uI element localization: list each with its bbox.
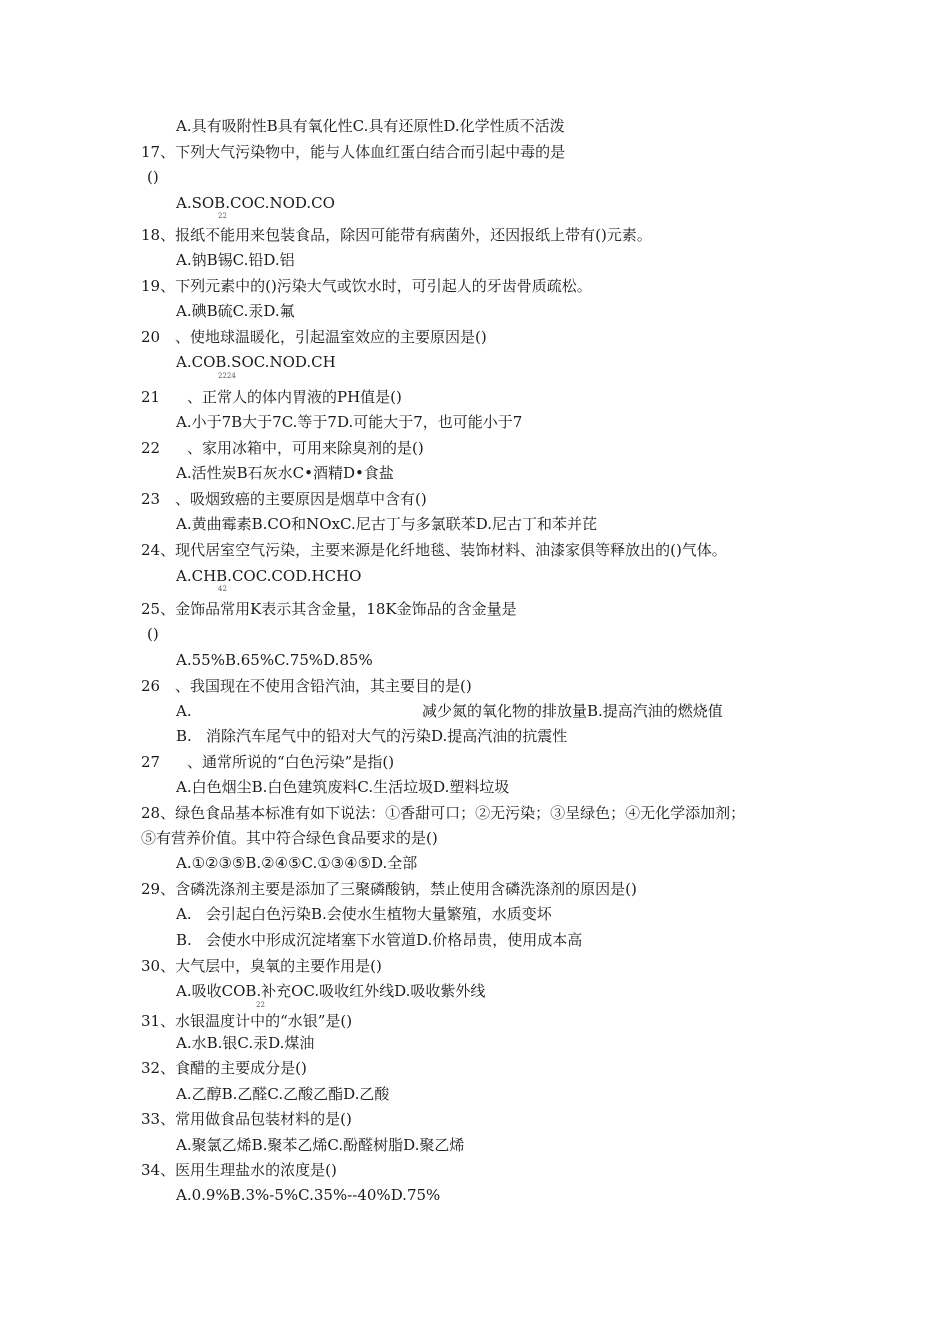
q28-options: A.①②③⑤B.②④⑤C.①③④⑤D.全部: [176, 854, 418, 872]
q33-options: A.聚氯乙烯B.聚苯乙烯C.酚醛树脂D.聚乙烯: [176, 1136, 465, 1154]
q26-stem: [141, 676, 472, 696]
q26-text: 、我国现在不使用含铅汽油，其主要目的是(): [175, 677, 472, 695]
q23-text: 、吸烟致癌的主要原因是烟草中含有(): [175, 490, 427, 508]
q33-stem: 33、常用做食品包装材料的是(): [141, 1110, 352, 1128]
q26-option-b-text: 消除汽车尾气中的铅对大气的污染D.提高汽油的抗震性: [206, 727, 568, 745]
q26-option-b-label: B.: [176, 727, 192, 745]
q29-option-b-text: 会使水中形成沉淀堵塞下水管道D.价格昂贵，使用成本高: [206, 931, 583, 949]
q30-subscripts: 22: [256, 1001, 265, 1009]
q26-option-b: [176, 726, 567, 746]
q19-options: A.碘B硫C.汞D.氟: [176, 302, 295, 320]
q28-stem-cont: ⑤有营养价值。其中符合绿色食品要求的是(): [141, 829, 438, 847]
q31-stem: 31、水银温度计中的“水银”是(): [141, 1012, 353, 1030]
q20-stem: [141, 327, 487, 347]
q18-options: A.钠B锡C.铅D.铝: [176, 251, 295, 269]
q28-stem: 28、绿色食品基本标准有如下说法：①香甜可口；②无污染；③呈绿色；④无化学添加剂；: [141, 804, 746, 822]
q24-stem: 24、现代居室空气污染，主要来源是化纤地毯、装饰材料、油漆家俱等释放出的()气体。: [141, 541, 727, 559]
q26-option-a: [176, 701, 723, 721]
q21-number: 21: [141, 388, 161, 406]
q29-option-b-label: B.: [176, 931, 192, 949]
q25-stem: 25、金饰品常用K表示其含金量，18K金饰品的含金量是: [141, 600, 517, 618]
q29-option-a: [176, 904, 552, 924]
q18-stem: 18、报纸不能用来包装食品，除因可能带有病菌外，还因报纸上带有()元素。: [141, 226, 652, 244]
q17-stem: 17、下列大气污染物中，能与人体血红蛋白结合而引起中毒的是: [141, 143, 566, 161]
q29-option-a-label: A.: [176, 905, 192, 923]
q19-stem: 19、下列元素中的()污染大气或饮水时，可引起人的牙齿骨质疏松。: [141, 277, 592, 295]
q27-stem: [141, 752, 394, 772]
q26-option-a-label: A.: [176, 702, 192, 720]
q27-text: 、通常所说的“白色污染”是指(): [187, 753, 395, 771]
q30-stem: 30、大气层中，臭氧的主要作用是(): [141, 957, 382, 975]
q17-options: A.SOB.COC.NOD.CO: [176, 194, 335, 212]
q24-options: A.CHB.COC.COD.HCHO: [176, 567, 362, 585]
q21-options: A.小于7B大于7C.等于7D.可能大于7，也可能小于7: [176, 413, 523, 431]
q20-subscripts: 2224: [218, 372, 236, 380]
q34-options: A.0.9%B.3%-5%C.35%--40%D.75%: [176, 1186, 441, 1204]
q27-number: 27: [141, 753, 161, 771]
q25-paren: (): [147, 625, 159, 643]
q22-text: 、家用冰箱中，可用来除臭剂的是(): [187, 439, 424, 457]
q16-options: A.具有吸附性B具有氧化性C.具有还原性D.化学性质不活泼: [176, 117, 565, 135]
q23-options: A.黄曲霉素B.CO和NOxC.尼古丁与多氯联苯D.尼古丁和苯并芘: [176, 515, 598, 533]
q24-subscripts: 42: [218, 585, 227, 593]
q23-stem: [141, 489, 427, 509]
q34-stem: 34、医用生理盐水的浓度是(): [141, 1161, 337, 1179]
q22-options: A.活性炭B石灰水C•酒精D•食盐: [176, 464, 394, 482]
q27-options: A.白色烟尘B.白色建筑废料C.生活垃圾D.塑料垃圾: [176, 778, 510, 796]
q21-text: 、正常人的体内胃液的PH值是(): [187, 388, 402, 406]
q20-text: 、使地球温暖化，引起温室效应的主要原因是(): [175, 328, 487, 346]
q29-stem: 29、含磷洗涤剂主要是添加了三聚磷酸钠，禁止使用含磷洗涤剂的原因是(): [141, 880, 637, 898]
q22-number: 22: [141, 439, 161, 457]
q26-number: 26: [141, 677, 161, 695]
q32-options: A.乙醇B.乙醛C.乙酸乙酯D.乙酸: [176, 1085, 390, 1103]
q30-options: A.吸收COB.补充OC.吸收红外线D.吸收紫外线: [176, 982, 486, 1000]
q25-options: A.55%B.65%C.75%D.85%: [176, 651, 373, 669]
q23-number: 23: [141, 490, 161, 508]
q31-options: A.水B.银C.汞D.煤油: [176, 1034, 315, 1052]
q20-options: A.COB.SOC.NOD.CH: [176, 353, 336, 371]
q29-option-a-text: 会引起白色污染B.会使水生植物大量繁殖，水质变坏: [206, 905, 552, 923]
q17-subscripts: 22: [218, 212, 227, 220]
q21-stem: [141, 387, 402, 407]
q32-stem: 32、食醋的主要成分是(): [141, 1059, 307, 1077]
q29-option-b: [176, 930, 582, 950]
q17-paren: (): [147, 168, 159, 186]
q22-stem: [141, 438, 424, 458]
q20-number: 20: [141, 328, 161, 346]
q26-option-a-text: 减少氮的氧化物的排放量B.提高汽油的燃烧值: [422, 702, 723, 720]
